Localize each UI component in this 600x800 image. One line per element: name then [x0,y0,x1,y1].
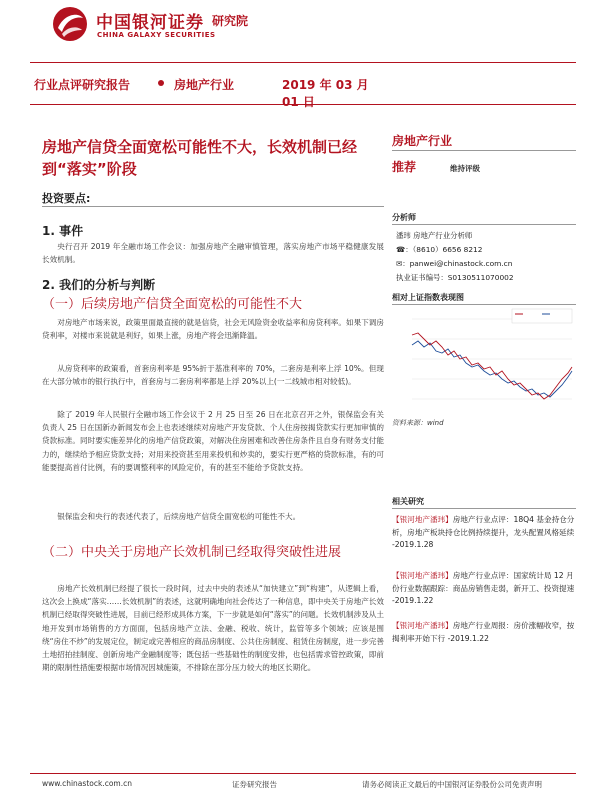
related-report-tag: 【银河地产潘玮】 [392,515,453,524]
footer-website[interactable]: www.chinastock.com.cn [42,779,132,788]
galaxy-logo-icon [52,6,88,42]
related-report-item[interactable] [392,570,576,608]
logo-text-en: CHINA GALAXY SECURITIES [97,31,216,39]
report-industry: 房地产行业 [174,78,235,92]
sidebar-industry: 房地产行业 [392,134,453,148]
key-points-label: 投资要点: [42,192,91,205]
footer-disclaimer: 请务必阅读正文最后的中国银河证券股份公司免责声明 [362,780,542,789]
sidebar-divider-1 [392,150,576,151]
related-report-text: 房地产行业周报：房价涨幅收窄，按揭利率开始下行 -2019.1.22 [392,621,575,643]
related-report-text: 房地产行业点评：18Q4 基金持仓分析，房地产板块持仓比例持续提升，龙头配置风格延续 -2019.1.28 [392,515,575,549]
analyst-cert: 执业证书编号：S0130511070002 [396,273,514,282]
related-report-text: 房地产行业点评：国家统计局 12 月份行业数据跟踪：商品房销售走弱，新开工、投资提速 -2019.1.22 [392,571,575,605]
rating-label: 维持评级 [450,164,480,173]
page-title: 房地产信贷全面宽松可能性不大，长效机制已经到“落实”阶段 [42,138,358,178]
chart-source: 资料来源：wind [392,419,444,427]
subsection-2a-title: （一）后续房地产信贷全面宽松的可能性不大 [42,297,303,312]
recommend-badge: 推荐 [392,160,417,174]
chart-heading: 相对上证指数表现图 [392,293,464,302]
section-1-title: 1. 事件 [42,224,84,238]
related-report-tag: 【银河地产潘玮】 [392,571,453,580]
analyst-heading: 分析师 [392,213,416,222]
related-report-item[interactable] [392,620,576,645]
related-heading: 相关研究 [392,497,424,506]
analyst-email: ✉：panwei@chinastock.com.cn [396,259,513,268]
subsection-2b-title: （二）中央关于房地产长效机制已经取得突破性进展 [42,545,342,560]
related-report-item[interactable] [392,514,576,552]
relative-performance-chart [392,305,576,415]
header-divider-bottom [30,104,576,105]
key-points-divider [42,206,384,207]
logo-text-cn: 中国银河证券 [96,13,204,33]
sidebar-divider-2 [392,224,576,225]
analyst-phone: ☎：（8610）6656 8212 [396,245,483,254]
analyst-name: 潘玮 房地产行业分析师 [396,231,473,240]
section-1-paragraph: 央行召开 2019 年全融市场工作会议：加强房地产全融审慎管理，落实房地产市场平稳健康发展长效机制。 [42,242,384,265]
footer-divider [30,773,576,774]
report-info-bar [34,70,380,109]
institute-label: 研究院 [212,14,249,28]
footer-report-type: 证券研究报告 [232,780,277,789]
report-date: 2019 年 03 月 01 日 [282,78,369,109]
subsection-2a-paragraph-2: 从房贷利率的政策看，首套房利率是 95%折于基准利率的 70%，二套房是利率上浮 10%。但现在大部分城市的银行执行中，首套房与二套房利率都是上浮 20%以上(一二线城市相对较低)。 [42,364,384,387]
subsection-2a-paragraph-1: 对房地产市场来说，政策里面最直接的就是信贷，社会无风险资金收益率和房贷利率。如果下调房贷利率，对楼市来说就是利好，如果上涨，房地产将会迅渐降温。 [42,318,384,341]
subsection-2a-paragraph-4: 银保监会和央行的表述代表了，后续房地产信贷全面宽松的可能性不大。 [57,512,301,521]
related-report-tag: 【银河地产潘玮】 [392,621,453,630]
header-divider-top [30,62,576,63]
sidebar-divider-4 [392,508,576,509]
subsection-2a-paragraph-3: 除了 2019 年人民银行全融市场工作会议于 2 月 25 日至 26 日在北京召开之外，银保监会有关负责人 25 日在国新办新闻发布会上也表述继续对房地产开发贷款、个人住房按揭贷款实行更加审慎的贷款标准。同时要实施差异化的房地产信贷政策，对解决住房困难和改善住房条件且自身有财务支付能力的，继续给予相应贷款支持；对用来投资甚至用来投机和炒卖的，要实行更严格的贷款标准，有的可能要提高首付比例，有的要调整利率的风险定价，有的甚至不能给予贷款支持。 [42,410,384,472]
chart-legend [512,309,572,323]
report-type: 行业点评研究报告 [34,78,131,92]
bullet-dot-icon [158,80,164,86]
subsection-2b-paragraph-1: 房地产长效机制已经提了很长一段时间，过去中央的表述从“加快建立”到“构建”，从逻辑上看，这次会上换成“落实……长效机制”的表述，这就明确地向社会传达了一种信息，即中央关于房地产长效机制已经取得突破性进展，目前已经形成具体方案，下一步就是如何“落实”的问题。长效机制涉及从土地开发到市场销售的方方面面，包括房地产立法、金融、税收、统计，监管等多个领域；应该是围绕“房住不炒”的发展定位，制定或完善相应的商品房制度、公共住房制度、租赁住房制度，进一步完善土地招拍挂制度、创新房地产金融制度等；既包括一些基础性的制度安排，也包括需求管控政策，即前期的限制性措施要根据市场情况因城施策，不排除在部分压力较大的地区长期化。 [42,584,384,673]
section-2-title: 2. 我们的分析与判断 [42,278,156,292]
page-header [0,0,600,52]
